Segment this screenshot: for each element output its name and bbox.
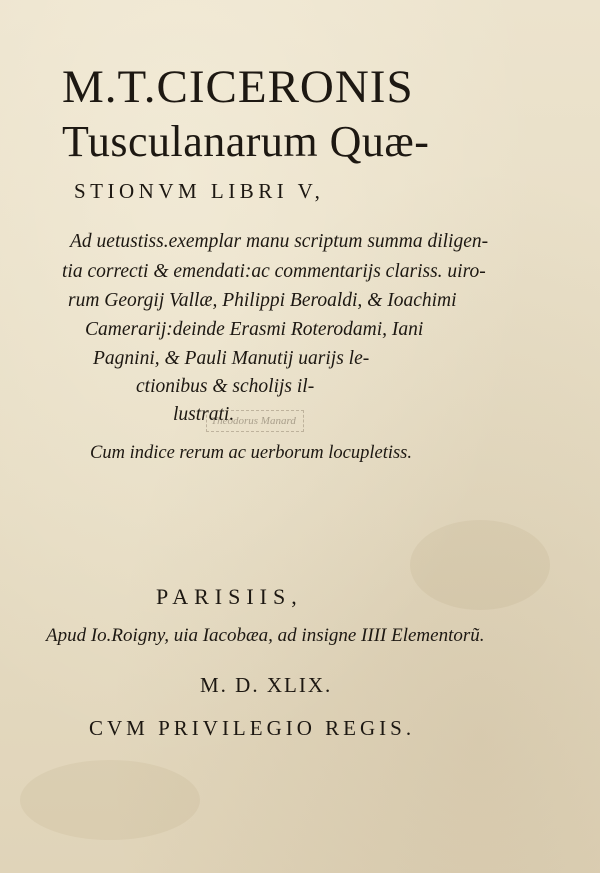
handwritten-signature: Theodorus Manard bbox=[206, 410, 304, 432]
description-line: rum Georgij Vallæ, Philippi Beroaldi, & Ioachimi bbox=[68, 290, 457, 311]
paper-stain bbox=[410, 520, 550, 610]
work-title: Tusculanarum Quæ- bbox=[62, 117, 430, 166]
imprint-year: M. D. XLIX. bbox=[200, 673, 333, 697]
imprint-city: PARISIIS, bbox=[156, 584, 303, 609]
description-line: Pagnini, & Pauli Manutij uarijs le- bbox=[93, 348, 370, 369]
description-line: lustrati. bbox=[173, 404, 235, 425]
description-line: tia correcti & emendati:ac commentarijs clariss. uiro- bbox=[62, 261, 486, 282]
author-title: M.T.CICERONIS bbox=[62, 61, 414, 113]
royal-privilege: CVM PRIVILEGIO REGIS. bbox=[89, 716, 416, 740]
work-subtitle: STIONVM LIBRI V, bbox=[74, 179, 325, 203]
description-line: ctionibus & scholijs il- bbox=[136, 376, 315, 397]
imprint-publisher: Apud Io.Roigny, uia Iacobæa, ad insigne IIII Elementorũ. bbox=[46, 625, 485, 646]
paper-stain bbox=[20, 760, 200, 840]
description-line: Camerarij:deinde Erasmi Roterodami, Iani bbox=[85, 319, 424, 340]
index-note: Cum indice rerum ac uerborum locupletiss. bbox=[90, 443, 412, 463]
description-line: Ad uetustiss.exemplar manu scriptum summa diligen- bbox=[70, 231, 489, 252]
